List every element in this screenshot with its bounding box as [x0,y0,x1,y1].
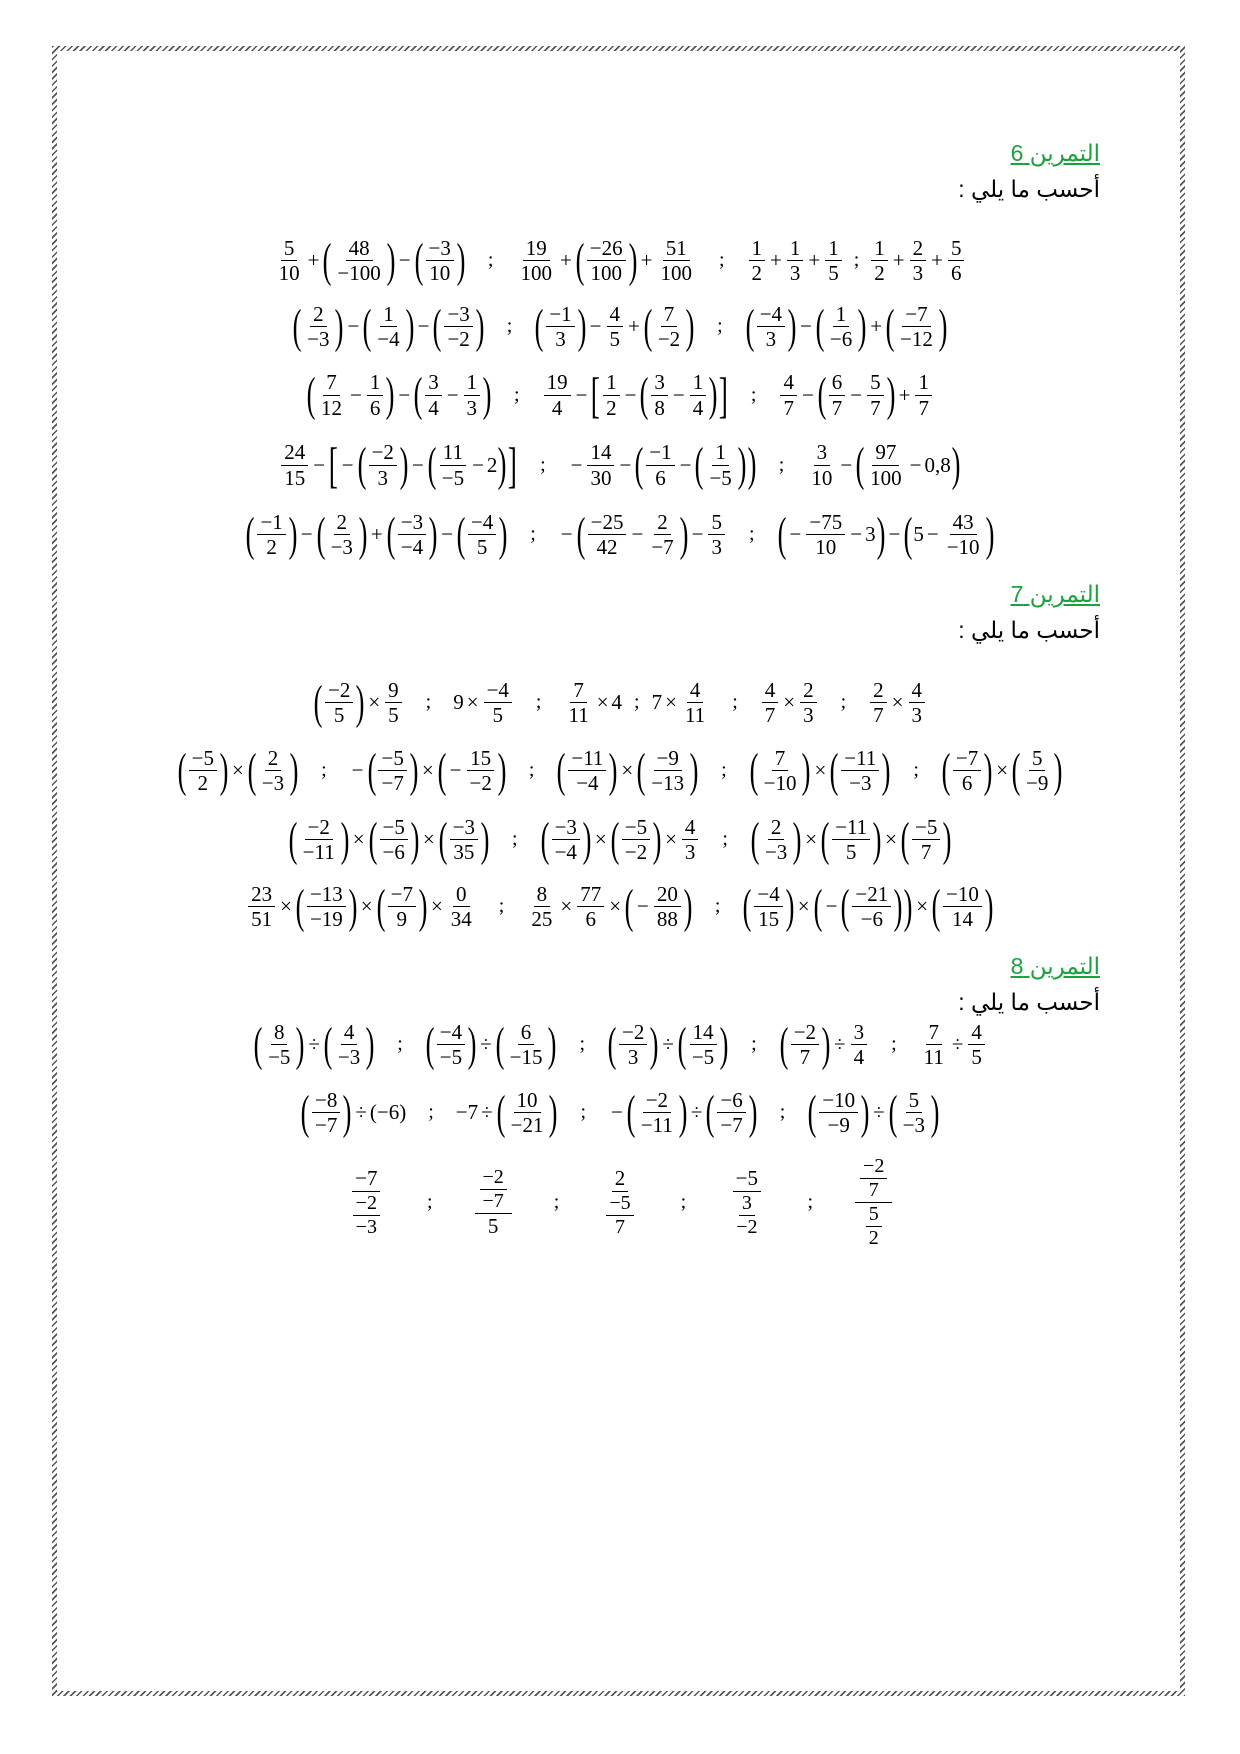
fraction: $\frac{-2}{-7}$ [480,1166,507,1213]
fraction: $\frac{77}{6}$ [577,882,604,931]
ex6-expr: $\frac{19}{4}$ − [ $\frac{1}{2}$ − ( $\frac{3}{8}$ − $\frac{1}{4}$ ) ] [542,370,729,420]
exercise-8-title: التمرين 8 [1010,953,1100,979]
fraction: $\frac{3}{-2}$ [736,1191,758,1238]
ex8-expr [853,1155,894,1250]
fraction: $\frac{1}{-6}$ [829,302,853,352]
ex6-expr: ( $\frac{-1}{2}$ ) − ( $\frac{2}{-3}$ ) + ( $\frac{-3}{-4}$ ) − ( $\frac{-4}{5}$ ) [246,507,508,561]
fraction: $\frac{4}{-3}$ [337,1020,361,1070]
ex7-row-2 [0,743,1240,797]
separator: ; [535,691,542,714]
separator: ; [498,895,505,918]
fraction: $\frac{1}{2}$ [871,236,888,285]
fraction: $\frac{4}{3}$ [682,815,699,864]
ex8-expr [346,1166,387,1238]
ex6-expr: − ( $\frac{-25}{42}$ − $\frac{2}{-7}$ ) − $\frac{5}{3}$ [558,510,727,559]
ex6-expr: ( − $\frac{-75}{10}$ − 3 ) − ( 5 − $\frac{43}{-10}$ ) [777,507,994,561]
fraction: $\frac{8}{25}$ [531,882,553,932]
fraction: $\frac{-2}{3}$ [619,1020,647,1069]
fraction: $\frac{-3}{-2}$ [444,302,472,351]
ex7-expr: $\frac{2}{7}$ × $\frac{4}{3}$ [868,678,927,727]
separator: ; [714,895,721,918]
separator: ; [778,453,785,476]
separator: ; [528,759,535,782]
ex8-expr: ( $\frac{-10}{-9}$ ) ÷ ( $\frac{5}{-3}$ ) [807,1085,940,1139]
fraction: $\frac{7}{12}$ [321,370,343,420]
fraction: $\frac{19}{100}$ [520,236,552,286]
fraction: $\frac{48}{-100}$ [337,236,381,286]
fraction: $\frac{-6}{-7}$ [717,1088,745,1137]
ex8-expr: − ( $\frac{-2}{-11}$ ) ÷ ( $\frac{-6}{-7}$ ) [611,1085,758,1139]
fraction: $\frac{-5}{7}$ [912,815,940,864]
ex8-expr [473,1166,514,1238]
separator: ; [891,1033,897,1056]
fraction: $\frac{-3}{35}$ [450,815,478,864]
fraction: $\frac{2}{-7}$ [651,510,674,560]
separator: ; [779,1101,786,1124]
separator: ; [540,453,546,476]
ex7-row-4 [0,879,1240,933]
fraction [855,1155,892,1250]
fraction: $\frac{1}{3}$ [464,370,481,419]
ex6-expr: ( $\frac{2}{-3}$ ) − ( $\frac{1}{-4}$ ) − ( $\frac{-3}{-2}$ ) [292,299,485,353]
fraction: $\frac{-5}{2}$ [189,746,217,795]
fraction: $\frac{-7}{6}$ [953,746,981,795]
separator: ; [722,828,728,851]
ex7-expr: $\frac{7}{11}$ × 4 [563,678,622,727]
fraction: $\frac{1}{-4}$ [377,302,400,352]
fraction: $\frac{-4}{-5}$ [437,1020,465,1069]
fraction: $\frac{-11}{-3}$ [841,746,879,795]
fraction: $\frac{1}{3}$ [787,236,804,285]
fraction: $\frac{-75}{10}$ [806,510,845,559]
exercise-6-instruction: أحسب ما يلي : [958,176,1100,202]
fraction: $\frac{10}{-21}$ [510,1088,544,1138]
fraction: $\frac{1}{6}$ [367,370,384,419]
ex6-expr: $\frac{19}{100}$ + ( $\frac{-26}{100}$ ) + $\frac{51}{100}$ [515,236,697,285]
ex8-row-3 [0,1155,1240,1250]
fraction: $\frac{-3}{-4}$ [398,510,426,559]
fraction: $\frac{-7}{\frac{-2}{-3}}$ [348,1166,385,1238]
ex6-expr: ( $\frac{-1}{3}$ ) − $\frac{4}{5}$ + ( $\frac{7}{-2}$ ) [534,299,695,353]
fraction: $\frac{-5}{-2}$ [622,815,650,864]
fraction: $\frac{-9}{-13}$ [651,746,685,796]
ex8-expr: ( $\frac{-4}{-5}$ ) ÷ ( $\frac{6}{-15}$ ) [425,1017,557,1071]
fraction: $\frac{1}{-5}$ [709,440,732,490]
fraction: $\frac{-21}{-6}$ [852,882,891,931]
fraction: $\frac{1}{4}$ [690,370,707,419]
ex7-expr: ( $\frac{-2}{-11}$ ) × ( $\frac{-5}{-6}$ ) × ( $\frac{-3}{35}$ ) [288,812,490,866]
fraction: $\frac{2}{3}$ [800,678,817,727]
separator: ; [514,383,520,406]
fraction: $\frac{97}{100}$ [870,440,902,490]
ex8-expr: ( $\frac{-8}{-7}$ ) ÷ (−6) [300,1085,407,1139]
fraction: $\frac{-2}{7}$ [860,1155,887,1202]
fraction: $\frac{-10}{-9}$ [819,1088,858,1137]
fraction: $\frac{\frac{-2}{-7}}{5}$ [475,1166,512,1238]
ex8-expr: −7 ÷ ( $\frac{10}{-21}$ ) [455,1085,558,1139]
fraction: $\frac{-5}{-7}$ [378,746,406,795]
fraction: $\frac{1}{5}$ [825,236,842,285]
ex6-expr: $\frac{24}{15}$ − [ − ( $\frac{-2}{3}$ ) − ( $\frac{11}{-5}$ − 2 ) ] [279,440,518,490]
separator: ; [512,828,518,851]
fraction: $\frac{3}{4}$ [851,1020,868,1069]
fraction: $\frac{3}{4}$ [425,370,442,419]
fraction: $\frac{-4}{3}$ [757,302,785,351]
fraction: $\frac{5}{7}$ [867,370,884,419]
ex7-expr: 9 × $\frac{-4}{5}$ [453,678,514,727]
ex7-row-1 [0,675,1240,729]
fraction: $\frac{4}{3}$ [909,678,926,727]
fraction: $\frac{-11}{-4}$ [568,746,606,795]
ex7-expr: ( $\frac{-11}{-4}$ ) × ( $\frac{-9}{-13}$ ) [556,743,699,797]
fraction: $\frac{-2}{-11}$ [302,815,335,865]
ex7-expr: ( $\frac{-7}{6}$ ) × ( $\frac{5}{-9}$ ) [941,743,1063,797]
fraction: $\frac{7}{11}$ [923,1020,944,1070]
fraction: $\frac{-8}{-7}$ [312,1088,340,1137]
ex8-expr: $\frac{7}{11}$ ÷ $\frac{4}{5}$ [919,1020,987,1069]
fraction: $\frac{0}{34}$ [450,882,472,932]
ex8-expr: ( $\frac{-2}{7}$ ) ÷ $\frac{3}{4}$ [779,1020,869,1069]
separator: ; [913,759,919,782]
fraction: $\frac{4}{7}$ [762,678,779,727]
fraction: $\frac{-1}{2}$ [257,510,285,559]
fraction: $\frac{-5}{-6}$ [380,815,408,864]
ex7-expr: − ( $\frac{-5}{-7}$ ) × ( − $\frac{15}{-2}$ ) [351,743,507,797]
fraction: $\frac{11}{-5}$ [441,440,465,490]
separator: ; [732,691,738,714]
fraction: $\frac{43}{-10}$ [946,510,980,560]
page-border [52,46,1185,1696]
fraction: $\frac{-7}{9}$ [388,882,416,931]
fraction: $\frac{2}{-3}$ [307,302,330,352]
ex6-expr: $\frac{5}{10}$ + ( $\frac{48}{-100}$ ) − ( $\frac{-3}{10}$ ) [274,236,466,285]
ex6-row-3 [0,367,1240,423]
fraction: $\frac{6}{7}$ [829,370,846,419]
fraction: $\frac{-10}{14}$ [943,882,982,931]
ex6-row-5 [0,507,1240,561]
ex6-expr: $\frac{3}{10}$ − ( $\frac{97}{100}$ − 0,8 ) [806,440,960,489]
fraction: $\frac{4}{5}$ [968,1020,985,1069]
fraction: $\frac{5}{10}$ [278,236,300,286]
fraction: $\frac{-2}{-11}$ [640,1088,673,1138]
separator: ; [579,1033,586,1056]
fraction: $\frac{-4}{5}$ [468,510,496,559]
ex8-expr: ( $\frac{-2}{3}$ ) ÷ ( $\frac{14}{-5}$ ) [607,1017,729,1071]
fraction: $\frac{-26}{100}$ [587,236,626,285]
fraction: $\frac{14}{30}$ [587,440,614,489]
fraction: $\frac{14}{-5}$ [689,1020,717,1069]
ex7-expr: ( $\frac{2}{-3}$ ) × ( $\frac{-11}{5}$ ) × ( $\frac{-5}{7}$ ) [750,812,952,866]
fraction: $\frac{-3}{10}$ [426,236,454,285]
ex6-expr: $\frac{1}{2}$ + $\frac{2}{3}$ + $\frac{5}{6}$ [869,236,966,285]
separator: ; [506,315,513,338]
separator: ; [553,1191,560,1213]
fraction: $\frac{-2}{3}$ [369,440,397,489]
fraction: $\frac{2}{7}$ [870,678,887,727]
ex7-expr: $\frac{4}{7}$ × $\frac{2}{3}$ [760,678,819,727]
fraction: $\frac{2}{3}$ [910,236,927,285]
ex7-expr: ( $\frac{7}{-10}$ ) × ( $\frac{-11}{-3}$ ) [749,743,891,797]
fraction: $\frac{5}{2}$ [866,1203,882,1250]
ex7-expr: ( $\frac{-2}{5}$ ) × $\frac{9}{5}$ [313,678,404,727]
fraction: $\frac{-2}{7}$ [791,1020,819,1069]
fraction: $\frac{5}{-3}$ [902,1088,925,1138]
separator: ; [425,691,432,714]
ex8-expr [726,1166,767,1238]
ex6-expr: ( $\frac{7}{12}$ − $\frac{1}{6}$ ) − ( $\frac{3}{4}$ − $\frac{1}{3}$ ) [306,368,492,421]
fraction: $\frac{-2}{-3}$ [353,1192,380,1239]
fraction: $\frac{5}{3}$ [708,510,725,559]
fraction: $\frac{-13}{-19}$ [307,882,346,931]
fraction: $\frac{2}{-3}$ [764,815,788,865]
fraction: $\frac{15}{-2}$ [466,746,494,795]
fraction: $\frac{4}{7}$ [780,370,797,419]
fraction: $\frac{8}{-5}$ [268,1020,291,1070]
fraction: $\frac{1}{7}$ [915,370,932,419]
exercise-7-instruction: أحسب ما يلي : [958,617,1100,643]
separator: ; [634,691,640,714]
ex6-row-4 [0,437,1240,493]
ex6-expr: − $\frac{14}{30}$ − ( $\frac{-1}{6}$ − ( $\frac{1}{-5}$ ) ) [570,438,757,491]
ex6-expr: $\frac{4}{7}$ − ( $\frac{6}{7}$ − $\frac{5}{7}$ ) + $\frac{1}{7}$ [778,370,934,419]
fraction: $\frac{-4}{5}$ [484,678,512,727]
fraction: $\frac{5}{6}$ [948,236,965,285]
exercise-8-instruction: أحسب ما يلي : [958,989,1100,1015]
separator: ; [718,249,725,272]
separator: ; [717,315,723,338]
separator: ; [428,1101,434,1124]
fraction: $\frac{2}{-3}$ [330,510,353,560]
separator: ; [853,249,860,272]
fraction: $\frac{5}{-9}$ [1026,746,1049,796]
separator: ; [840,691,847,714]
fraction: $\frac{4}{11}$ [684,678,706,728]
separator: ; [807,1191,814,1213]
fraction: $\frac{-11}{5}$ [832,815,870,864]
fraction: $\frac{3}{8}$ [651,370,668,419]
separator: ; [321,759,327,782]
fraction: $\frac{-25}{42}$ [588,510,627,559]
fraction: $\frac{-5}{7}$ [606,1192,633,1239]
fraction: $\frac{-1}{3}$ [546,302,574,351]
ex8-row-1 [0,1017,1240,1071]
ex6-row-1 [0,233,1240,287]
fraction: $\frac{-7}{-12}$ [900,302,933,352]
separator: ; [750,383,757,406]
fraction: $\frac{-5}{\frac{3}{-2}}$ [728,1166,765,1238]
fraction: $\frac{-2}{5}$ [325,678,353,727]
fraction: $\frac{4}{5}$ [607,302,624,351]
fraction: $\frac{3}{10}$ [811,440,833,490]
fraction: $\frac{-3}{-4}$ [552,815,580,864]
fraction: $\frac{23}{51}$ [248,882,275,931]
fraction: $\frac{9}{5}$ [385,678,402,727]
ex7-expr: ( $\frac{-3}{-4}$ ) × ( $\frac{-5}{-2}$ ) × $\frac{4}{3}$ [540,815,701,864]
fraction: $\frac{-1}{6}$ [646,440,674,489]
fraction: $\frac{1}{2}$ [603,370,620,419]
fraction: $\frac{2}{-3}$ [261,746,285,796]
separator: ; [748,523,755,546]
ex7-expr: $\frac{23}{51}$ × ( $\frac{-13}{-19}$ ) × ( $\frac{-7}{9}$ ) × $\frac{0}{34}$ [246,882,477,931]
separator: ; [751,1033,757,1056]
fraction: $\frac{6}{-15}$ [509,1020,543,1070]
separator: ; [530,523,536,546]
separator: ; [721,759,727,782]
fraction: $\frac{51}{100}$ [660,236,692,286]
ex6-expr: $\frac{1}{2}$ + $\frac{1}{3}$ + $\frac{1}{5}$ [747,236,844,285]
exercise-6-title: التمرين 6 [1010,140,1100,166]
separator: ; [580,1101,587,1124]
fraction: $\frac{1}{2}$ [749,236,766,285]
separator: ; [426,1191,433,1213]
fraction: $\frac{24}{15}$ [281,440,308,489]
ex8-expr: ( $\frac{8}{-5}$ ) ÷ ( $\frac{4}{-3}$ ) [253,1017,375,1071]
ex7-row-3 [0,812,1240,866]
ex7-expr: $\frac{8}{25}$ × $\frac{77}{6}$ × ( − $\frac{20}{88}$ ) [526,882,693,931]
ex8-row-2 [0,1085,1240,1139]
ex6-expr: ( $\frac{-4}{3}$ ) − ( $\frac{1}{-6}$ ) + ( $\frac{-7}{-12}$ ) [745,299,948,353]
fraction: $\frac{2}{\frac{-5}{7}}$ [601,1166,638,1238]
fraction: $\frac{-4}{15}$ [754,882,782,931]
fraction: $\frac{19}{4}$ [544,370,571,419]
fraction: $\frac{20}{88}$ [654,882,681,931]
ex7-expr: ( $\frac{-4}{15}$ ) × ( − ( $\frac{-21}{-6}$ ) ) × ( $\frac{-10}{14}$ ) [743,879,994,933]
ex6-row-2 [0,299,1240,353]
fraction: $\frac{7}{-10}$ [763,746,797,796]
fraction: $\frac{7}{-2}$ [657,302,681,352]
separator: ; [680,1191,687,1213]
separator: ; [487,249,494,272]
separator: ; [397,1033,403,1056]
ex7-expr: ( $\frac{-5}{2}$ ) × ( $\frac{2}{-3}$ ) [177,743,299,797]
fraction: $\frac{7}{11}$ [568,678,589,728]
ex7-expr: 7 × $\frac{4}{11}$ [652,678,711,727]
exercise-7-title: التمرين 7 [1010,581,1100,607]
ex8-expr [599,1166,640,1238]
